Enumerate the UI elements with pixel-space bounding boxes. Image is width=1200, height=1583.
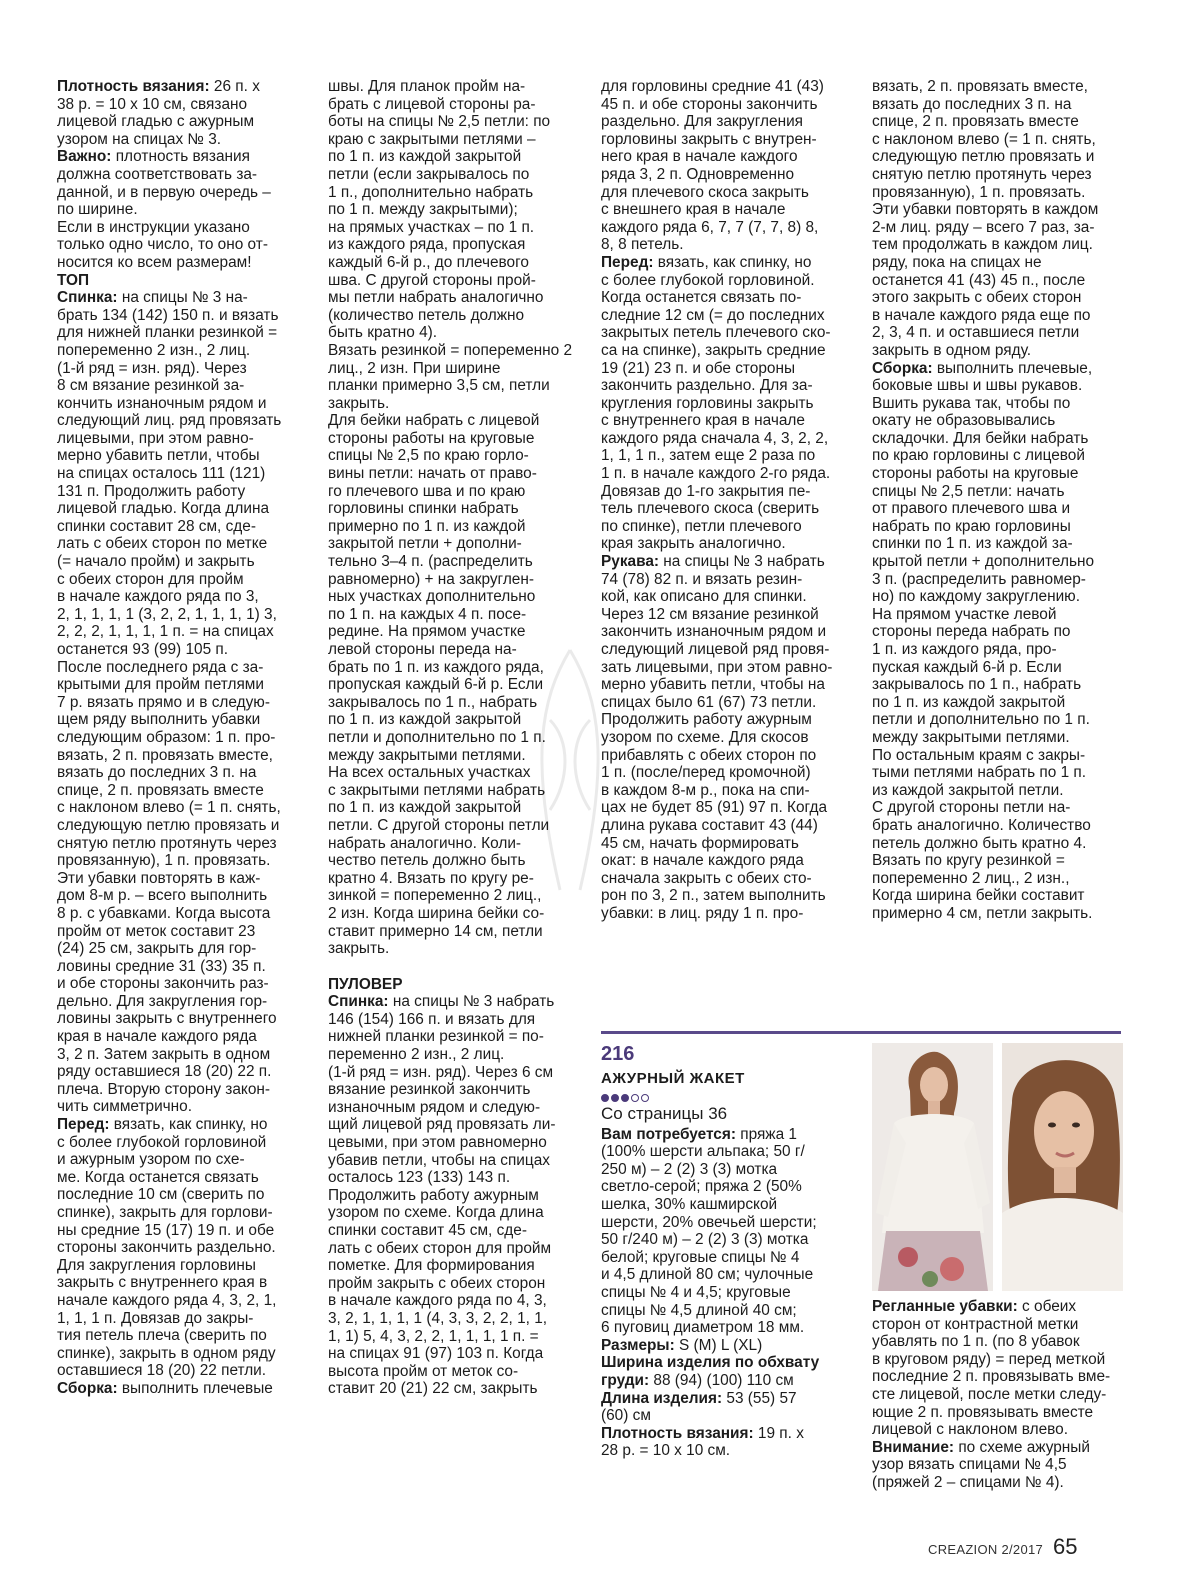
section-divider (601, 1031, 1121, 1034)
label-assembly: Сборка: (57, 1379, 118, 1397)
paragraph-raglan: Регланные убавки: с обеих сторон от контрастной метки убавлять по 1 п. (по 8 убавок в круговом ряду) = перед меткой последние 2 п. провязывать вме- сте лицевой, после метки следу- ющие 2 п. провязывать вместе лицевой с наклоном влево. (872, 1298, 1111, 1439)
from-page: Со страницы 36 (601, 1103, 728, 1123)
paragraph-sizes: Размеры: S (M) L (XL) (601, 1336, 763, 1354)
difficulty-dot-filled (621, 1094, 629, 1102)
paragraph-length: Длина изделия: 53 (55) 57 (60) см (601, 1389, 797, 1425)
paragraph-pullover-assembly: Сборка: выполнить плечевые, боковые швы и швы рукавов. Вшить рукава так, чтобы по окату не образовывались складочки. Для бейки набрать по краю горловины с лицевой стороны работы на круговые спицы № 2,5 петли: начать от правого плечевого шва и набрать по краю горловины спинки по 1 п. из каждой за- крытой петли + дополнительно 3 п. (распределить равномер- но) по каждому закруглению. На прямом участке левой стороны переда набрать по 1 п. из каждого ряда, про- пуская каждый 6-й р. Если закрывалось по 1 п., набрать по 1 п. из каждой закрытой петли и дополнительно по 1 п. между закрытыми петлями. По остальным краям с закры- тыми петлями набрать по 1 п. из каждой закрытой петли. С другой стороны петли на- брать аналогично. Количество петель должно быть кратно 4. Вязать по кругу резинкой = попеременно 2 лиц., 2 изн., Когда ширина бейки составит примерно 4 см, петли закрыть. (872, 359, 1095, 922)
paragraph-density: Плотность вязания: 26 п. х 38 р. = 10 х 10 см, связано лицевой гладью с ажурным узором на спицах № 3. (57, 78, 260, 148)
pattern-title: АЖУРНЫЙ ЖАКЕТ (601, 1070, 745, 1087)
paragraph-pullover-back: Спинка: на спицы № 3 набрать 146 (154) 166 п. и вязать для нижней планки резинкой = по- переменно 2 изн., 2 лиц. (1-й ряд = изн. ряд). Через 6 см вязание резинкой закончить изнаночным рядом и следую- щий лицевой ряд провязать ли- цевыми, при этом равномерно убавив петли, чтобы на спицах осталось 123 (133) 143 п. Продолжить работу ажурным узором по схеме. Когда длина спинки составит 45 см, сде- лать с обеих сторон для пройм пометке. Для формирования пройм закрыть с обеих сторон в начале каждого ряда по 4, 3, 3, 2, 1, 1, 1, 1 (4, 3, 3, 2, 2, 1, 1, 1, 1) 5, 4, 3, 2, 2, 1, 1, 1, 1 п. = на спицах 91 (97) 103 п. Когда высота пройм от меток со- ставит 20 (21) 22 см, закрыть (328, 993, 556, 1398)
label-raglan: Регланные убавки: (872, 1298, 1018, 1315)
model-closeup-illustration (1002, 1043, 1123, 1291)
page-footer (928, 1534, 1078, 1560)
label-sleeves: Рукава: (601, 553, 660, 571)
label-width: Ширина изделия по обхвату груди: (601, 1354, 820, 1389)
label-important: Важно: (57, 148, 112, 166)
pattern-number: 216 (601, 1043, 635, 1065)
difficulty-dot-empty (641, 1094, 649, 1102)
label-back: Спинка: (57, 289, 118, 307)
difficulty-rating (601, 1094, 853, 1102)
heading-pullover: ПУЛОВЕР (328, 975, 403, 993)
model-photo-closeup (1002, 1043, 1123, 1291)
heading-top: ТОП (57, 271, 90, 289)
column-2 (328, 78, 580, 1398)
paragraph-decreases: вязать, 2 п. провязать вместе, вязать до последних 3 п. на спице, 2 п. провязать вместе с наклоном влево (= 1 п. снять, следующую петлю провязать и снятую петлю протянуть через провязанную), 1 п. провязать. Эти убавки повторять в каждом 2-м лиц. ряду – всего 7 раз, за- тем продолжать в каждом лиц. ряду, пока на спицах не останется 41 (43) 45 п., после этого закрыть с обеих сторон в начале каждого ряда еще по 2, 3, 4 п. и оставшиеся петли закрыть в одном ряду. (872, 78, 1099, 359)
label-sizes: Размеры: (601, 1336, 675, 1354)
paragraph-pattern-density: Плотность вязания: 19 п. х 28 р. = 10 х 10 см. (601, 1424, 804, 1460)
paragraph-sizes-note: Если в инструкции указано только одно число, то оно от- носится ко всем размерам! (57, 218, 268, 271)
difficulty-dot-filled (601, 1094, 609, 1102)
paragraph-width: Ширина изделия по обхвату груди: 88 (94) (100) 110 см (601, 1354, 820, 1389)
page-number: 65 (1053, 1534, 1078, 1559)
difficulty-dot-filled (611, 1094, 619, 1102)
label-front: Перед: (57, 1116, 110, 1134)
column-3 (601, 78, 853, 923)
label-length: Длина изделия: (601, 1389, 723, 1407)
column-4 (872, 78, 1124, 923)
side-notes (872, 1298, 1124, 1492)
difficulty-dot-empty (631, 1094, 639, 1102)
pattern-header (601, 1040, 853, 1460)
paragraph-armhole-bands: швы. Для планок пройм на- брать с лицевой стороны ра- боты на спицы № 2,5 петли: по краю с закрытыми петлями – по 1 п. из каждой закрытой петли (если закрывалось по 1 п., дополнительно набрать по 1 п. между закрытыми); на прямых участках – по 1 п. из каждого ряда, пропуская каждый 6-й р., до плечевого шва. С другой стороны прой- мы петли набрать аналогично (количество петель должно быть кратно 4). Вязать резинкой = попеременно 2 лиц., 2 изн. При ширине планки примерно 3,5 см, петли закрыть. Для бейки набрать с лицевой стороны работы на круговые спицы № 2,5 по краю горло- вины петли: начать от право- го плечевого шва и по краю горловины спинки набрать примерно по 1 п. из каждой закрытой петли + дополни- тельно 3–4 п. (распределить равномерно) + на закруглен- ных участках дополнительно по 1 п. на каждых 4 п. посе- редине. На прямом участке левой стороны переда на- брать по 1 п. из каждого ряда, пропуская каждый 6-й р. Если закрывалось по 1 п., набрать по 1 п. из каждой закрытой петли и дополнительно по 1 п. между закрытыми петлями. На всех остальных участках с закрытыми петлями набрать по 1 п. из каждой закрытой петли. С другой стороны петли набрать аналогично. Коли- чество петель должно быть кратно 4. Вязать по кругу ре- зинкой = попеременно 2 лиц., 2 изн. Когда ширина бейки со- ставит примерно 14 см, петли закрыть. (328, 78, 573, 958)
paragraph-pullover-front: Перед: вязать, как спинку, но с более глубокой горловиной. Когда останется связать по- следние 12 см (= до последних закрытых петель плечевого ско- са на спинке), закрыть средние 19 (21) 23 п. и обе стороны закончить раздельно. Для за- кругления горловины закрыть с внутреннего края в начале каждого ряда сначала 4, 3, 2, 2, 1, 1, 1 п., затем еще 2 раза по 1 п. в начале каждого 2-го ряда. Довязав до 1-го закрытия пе- тель плечевого скоса (сверить по спинке), петли плечевого края закрыть аналогично. (601, 253, 831, 553)
paragraph-attention: Внимание: по схеме ажурный узор вязать спицами № 4,5 (пряжей 2 – спицами № 4). (872, 1438, 1090, 1491)
label-pullover-assembly: Сборка: (872, 359, 933, 377)
model-full-illustration (872, 1043, 993, 1291)
label-pullover-back: Спинка: (328, 993, 389, 1011)
paragraph-important: Важно: плотность вязания должна соответствовать за- данной, и в первую очередь – по ширине. (57, 148, 271, 219)
column-1 (57, 78, 309, 1398)
paragraph-assembly: Сборка: выполнить плечевые (57, 1379, 273, 1397)
model-photo-full (872, 1043, 993, 1291)
label-density: Плотность вязания: (57, 78, 210, 95)
paragraph-neckline: для горловины средние 41 (43) 45 п. и обе стороны закончить раздельно. Для закругления горловины закрыть с внутрен- него края в начале каждого ряда 3, 2 п. Одновременно для плечевого скоса закрыть с внешнего края в начале каждого ряда 6, 7, 7 (7, 7, 8) 8, 8, 8 петель. (601, 78, 824, 254)
label-attention: Внимание: (872, 1438, 955, 1456)
label-pattern-density: Плотность вязания: (601, 1424, 754, 1442)
label-materials: Вам потребуется: (601, 1125, 736, 1143)
paragraph-back: Спинка: на спицы № 3 на- брать 134 (142) 150 п. и вязать для нижней планки резинкой = попеременно 2 изн., 2 лиц. (1-й ряд = изн. ряд). Через 8 см вязание резинкой за- кончить изнаночным рядом и следующий лиц. ряд провязать лицевыми, при этом равно- мерно убавить петли, чтобы на спицах осталось 111 (121) 131 п. Продолжить работу лицевой гладью. Когда длина спинки составит 28 см, сде- лать с обеих сторон по метке (= начало пройм) и закрыть с обеих сторон для пройм в начале каждого ряда по 3, 2, 1, 1, 1, 1 (3, 2, 2, 1, 1, 1, 1) 3, 2, 2, 2, 1, 1, 1, 1 п. = на спицах останется 93 (99) 105 п. После последнего ряда с за- крытыми для пройм петлями 7 р. вязать прямо и в следую- щем ряду выполнить убавки следующим образом: 1 п. про- вязать, 2 п. провязать вместе, вязать до последних 3 п. на спице, 2 п. провязать вместе с наклоном влево (= 1 п. снять, следующую петлю провязать и снятую петлю протянуть через провязанную), 1 п. провязать. Эти убавки повторять в каж- дом 8-м р. – всего выполнить 8 р. с убавками. Когда высота пройм от меток составит 23 (24) 25 см, закрыть для гор- ловины средние 31 (33) 35 п. и обе стороны закончить раз- дельно. Для закругления гор- ловины закрыть с внутреннего края в начале каждого ряда 3, 2 п. Затем закрыть в одном ряду оставшиеся 18 (20) 22 п. плеча. Вторую сторону закон- чить симметрично. (57, 289, 282, 1116)
label-pullover-front: Перед: (601, 253, 654, 271)
paragraph-materials: Вам потребуется: пряжа 1 (100% шерсти альпака; 50 г/ 250 м) – 2 (2) 3 (3) мотка светло-серой; пряжа 2 (50% шелка, 30% кашмирской шерсти, 20% овечьей шерсти; 50 г/240 м) – 2 (2) 3 (3) мотка белой; круговые спицы № 4 и 4,5 длиной 80 см; чулочные спицы № 4 и 4,5; круговые спицы № 4,5 длиной 40 см; 6 пуговиц диаметром 18 мм. (601, 1125, 817, 1337)
paragraph-sleeves: Рукава: на спицы № 3 набрать 74 (78) 82 п. и вязать резин- кой, как описано для спинки. Через 12 см вязание резинкой закончить изнаночным рядом и следующий лицевой ряд провя- зать лицевыми, при этом равно- мерно убавить петли, чтобы на спицах было 61 (67) 73 петли. Продолжить работу ажурным узором по схеме. Для скосов прибавлять с обеих сторон по 1 п. (после/перед кромочной) в каждом 8-м р., пока на спи- цах не будет 85 (91) 97 п. Когда длина рукава составит 43 (44) 45 см, начать формировать окат: в начале каждого ряда сначала закрыть с обеих сто- рон по 3, 2 п., затем выполнить убавки: в лиц. ряду 1 п. про- (601, 553, 833, 922)
paragraph-front: Перед: вязать, как спинку, но с более глубокой горловиной и ажурным узором по схе- ме. Когда останется связать последние 10 см (сверить по спинке), закрыть для горлови- ны средние 15 (17) 19 п. и обе стороны закончить раздельно. Для закругления горловины закрыть с внутреннего края в начале каждого ряда 4, 3, 2, 1, 1, 1, 1 п. Довязав до закры- тия петель плеча (сверить по спинке), закрыть в одном ряду оставшиеся 18 (20) 22 петли. (57, 1116, 277, 1380)
magazine-issue: CREAZION 2/2017 (928, 1542, 1044, 1557)
